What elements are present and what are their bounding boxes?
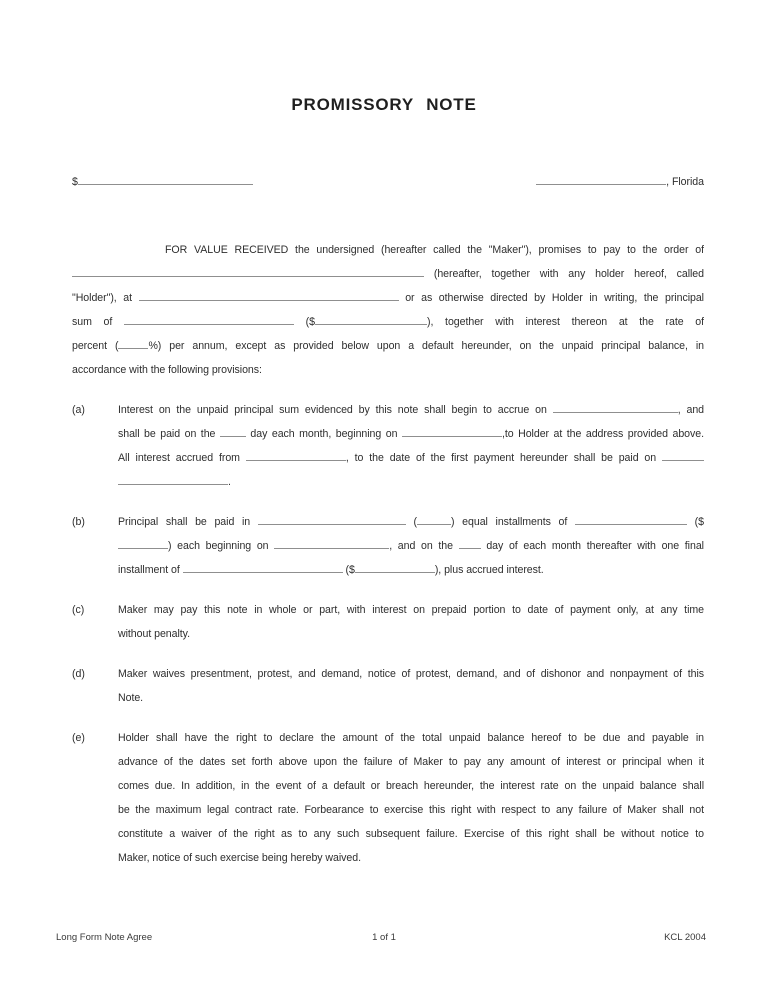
text-run: , and on the bbox=[389, 540, 459, 552]
text-line bbox=[72, 334, 704, 358]
text-line bbox=[72, 358, 704, 382]
text-run: ) each beginning on bbox=[168, 540, 275, 552]
blank-field bbox=[274, 534, 389, 549]
text-run: be the maximum legal contract rate. Forbearance to exercise this right with respect to any failure of Maker shall not bbox=[118, 804, 704, 816]
clause-a bbox=[72, 398, 704, 494]
text-line bbox=[118, 798, 704, 822]
blank-field bbox=[575, 510, 687, 525]
footer-document-name: Long Form Note Agree bbox=[56, 932, 153, 943]
page-footer bbox=[0, 928, 768, 948]
blank-field bbox=[402, 422, 502, 437]
text-run: ( bbox=[405, 516, 417, 528]
text-line bbox=[118, 534, 704, 558]
clause-body bbox=[118, 726, 704, 870]
blank-field bbox=[118, 534, 168, 549]
text-line bbox=[118, 750, 704, 774]
clause-body bbox=[118, 598, 704, 646]
text-run: Holder shall have the right to declare the amount of the total unpaid balance hereof to be due and payable in bbox=[118, 732, 704, 744]
row-right-group bbox=[536, 170, 704, 194]
footer-form-code: KCL 2004 bbox=[664, 932, 706, 943]
text-run: "Holder"), at bbox=[72, 292, 139, 304]
text-run: %) per annum, except as provided below upon a default hereunder, on the unpaid principal balance, in bbox=[148, 340, 704, 352]
text-run: FOR VALUE RECEIVED the undersigned (hereafter called the "Maker"), promises to pay to the order of bbox=[165, 244, 704, 256]
blank-field bbox=[78, 170, 253, 185]
amount-place-row bbox=[72, 170, 704, 194]
text-run: $ bbox=[72, 176, 78, 188]
text-run: day of each month thereafter with one final bbox=[480, 540, 704, 552]
text-run: without penalty. bbox=[118, 628, 191, 640]
row-left-group bbox=[72, 170, 253, 194]
text-run: Maker, notice of such exercise being hereby waived. bbox=[118, 852, 362, 864]
text-run: ($ bbox=[342, 564, 355, 576]
blank-field bbox=[118, 334, 148, 349]
blank-field bbox=[662, 446, 704, 461]
blank-field bbox=[258, 510, 406, 525]
text-run: Note. bbox=[118, 692, 144, 704]
text-line bbox=[118, 558, 704, 582]
text-run: advance of the dates set forth above upon the failure of Maker to pay any amount of interest or principal when it bbox=[118, 756, 704, 768]
blank-field bbox=[139, 286, 399, 301]
clause-label: (c) bbox=[72, 604, 85, 616]
clause-c bbox=[72, 598, 704, 646]
text-run: , Florida bbox=[666, 176, 704, 188]
text-run: ) equal installments of bbox=[451, 516, 575, 528]
text-run: shall be paid on the bbox=[118, 428, 220, 440]
text-line bbox=[118, 774, 704, 798]
text-run: ), together with interest thereon at the rate of bbox=[427, 316, 704, 328]
clause-d bbox=[72, 662, 704, 710]
blank-field bbox=[553, 398, 678, 413]
blank-field bbox=[183, 558, 343, 573]
text-line bbox=[118, 422, 704, 446]
text-line bbox=[118, 470, 704, 494]
blank-field bbox=[417, 510, 451, 525]
text-run: Principal shall be paid in bbox=[118, 516, 258, 528]
text-run: installment of bbox=[118, 564, 183, 576]
clause-body bbox=[118, 398, 704, 494]
text-line bbox=[118, 726, 704, 750]
clause-label: (b) bbox=[72, 516, 85, 528]
clause-label: (a) bbox=[72, 404, 85, 416]
text-run: percent ( bbox=[72, 340, 119, 352]
text-run: ), plus accrued interest. bbox=[434, 564, 544, 576]
text-run: All interest accrued from bbox=[118, 452, 246, 464]
text-line bbox=[72, 262, 704, 286]
text-run: (hereafter, together with any holder hereof, called bbox=[424, 268, 704, 280]
text-run: Maker may pay this note in whole or part, with interest on prepaid portion to date of payment only, at any time bbox=[118, 604, 704, 616]
text-line bbox=[72, 286, 704, 310]
text-line bbox=[118, 622, 704, 646]
text-line bbox=[118, 398, 704, 422]
text-run: ($ bbox=[686, 516, 704, 528]
clause-label: (e) bbox=[72, 732, 85, 744]
clause-label: (d) bbox=[72, 668, 85, 680]
blank-field bbox=[315, 310, 427, 325]
text-run: ($ bbox=[293, 316, 315, 328]
text-run: ,to Holder at the address provided above. bbox=[501, 428, 704, 440]
blank-field bbox=[536, 170, 666, 185]
text-line bbox=[118, 510, 704, 534]
text-run: Interest on the unpaid principal sum evidenced by this note shall begin to accrue on bbox=[118, 404, 553, 416]
text-run: accordance with the following provisions: bbox=[72, 364, 262, 376]
text-line bbox=[72, 238, 704, 262]
blank-field bbox=[118, 470, 228, 485]
text-run: , and bbox=[677, 404, 704, 416]
text-line bbox=[72, 310, 704, 334]
text-run: Maker waives presentment, protest, and demand, notice of protest, demand, and of dishonor and nonpayment of this bbox=[118, 668, 704, 680]
text-line bbox=[118, 686, 704, 710]
text-run: or as otherwise directed by Holder in writing, the principal bbox=[398, 292, 704, 304]
document-title: PROMISSORY NOTE bbox=[291, 95, 477, 114]
text-run: day each month, beginning on bbox=[245, 428, 402, 440]
text-run: sum of bbox=[72, 316, 124, 328]
clause-body bbox=[118, 662, 704, 710]
blank-field bbox=[355, 558, 435, 573]
text-line bbox=[118, 662, 704, 686]
text-line bbox=[118, 446, 704, 470]
text-line bbox=[118, 598, 704, 622]
blank-field bbox=[459, 534, 481, 549]
footer-page-number: 1 of 1 bbox=[372, 932, 396, 943]
clause-e bbox=[72, 726, 704, 870]
clause-body bbox=[118, 510, 704, 582]
text-run: . bbox=[228, 476, 231, 488]
clause-b bbox=[72, 510, 704, 582]
blank-field bbox=[220, 422, 246, 437]
text-line bbox=[118, 822, 704, 846]
blank-field bbox=[72, 262, 424, 277]
text-line bbox=[118, 846, 704, 870]
opening-paragraph bbox=[72, 238, 704, 382]
document-body bbox=[72, 170, 704, 870]
blank-field bbox=[246, 446, 346, 461]
text-run: constitute a waiver of the right as to any such subsequent failure. Exercise of this right shall be without notice to bbox=[118, 828, 704, 840]
text-run: comes due. In addition, in the event of a default or breach hereunder, the interest rate on the unpaid balance shall bbox=[118, 780, 704, 792]
blank-field bbox=[124, 310, 294, 325]
text-run: , to the date of the first payment hereunder shall be paid on bbox=[345, 452, 662, 464]
